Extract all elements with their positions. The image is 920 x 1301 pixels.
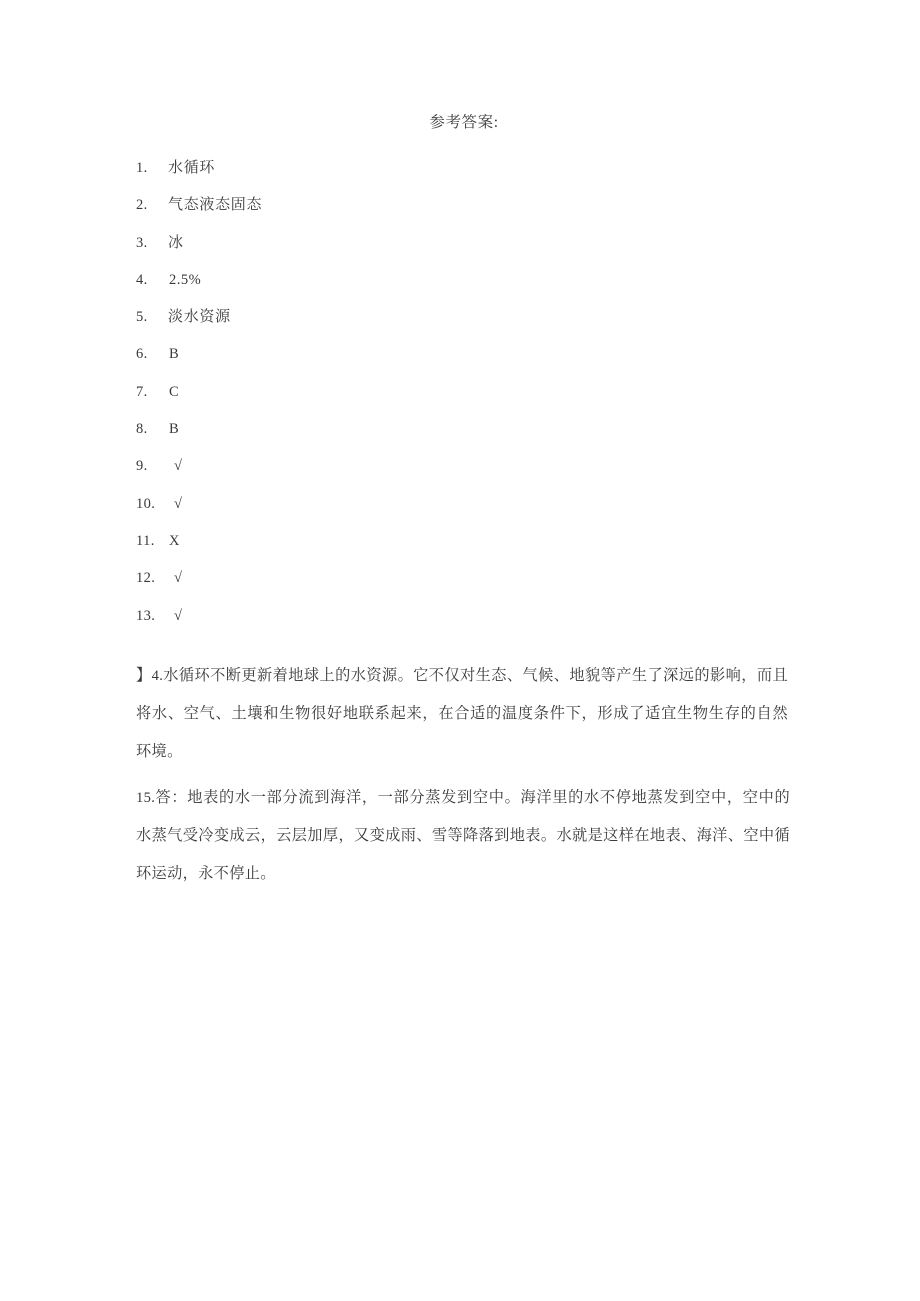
- list-item: [136, 448, 792, 485]
- list-item-number: 5.: [136, 309, 148, 326]
- list-item: [136, 187, 792, 224]
- document-content: [136, 104, 792, 893]
- list-item-answer: √: [174, 458, 183, 475]
- list-item: [136, 411, 792, 448]
- list-item: [136, 336, 792, 373]
- list-item-answer: C: [169, 383, 180, 400]
- list-item-answer: 2.5%: [169, 271, 202, 288]
- list-item-answer: √: [174, 570, 183, 587]
- list-item-answer: B: [169, 421, 180, 438]
- list-item-answer: 淡水资源: [168, 309, 231, 326]
- list-item-number: 4.: [136, 271, 148, 288]
- list-item-number: 7.: [136, 383, 148, 400]
- list-item-number: 2.: [136, 197, 148, 214]
- paragraph-lead-number: 15.: [136, 789, 156, 806]
- list-item: [136, 262, 792, 299]
- list-item: [136, 523, 792, 560]
- list-item-answer: 水循环: [168, 160, 216, 176]
- list-item-answer: X: [169, 532, 180, 549]
- list-item-number: 8.: [136, 421, 148, 438]
- list-item: [136, 150, 792, 187]
- paragraph-body-text: 水循环不断更新着地球上的水资源。它不仅对生态、气候、地貌等产生了深远的影响，而且将水、空气、土壤和生物很好地联系起来，在合适的温度条件下，形成了适宜生物生存的自然环境。: [136, 666, 788, 760]
- paragraph-lead-number: 4.: [151, 667, 164, 684]
- paragraph-body-text: 答：地表的水一部分流到海洋，一部分蒸发到空中。海洋里的水不停地蒸发到空中，空中的水蒸气受冷变成云，云层加厚，又变成雨、雪等降落到地表。水就是这样在地表、海洋、空中循环运动，永不停止。: [136, 788, 790, 882]
- page-title: 参考答案:: [429, 114, 499, 131]
- list-item: [136, 560, 792, 597]
- list-item-number: 9.: [136, 458, 148, 475]
- list-item: [136, 225, 792, 262]
- answer-list: [136, 150, 792, 635]
- list-item-answer: 冰: [168, 234, 184, 251]
- list-item-answer: B: [169, 346, 180, 363]
- list-item-number: 1.: [136, 160, 148, 176]
- list-item-answer: 气态液态固态: [168, 197, 263, 214]
- list-item-number: 12.: [136, 570, 156, 587]
- list-item-number: 10.: [136, 495, 156, 512]
- list-item-answer: √: [174, 607, 183, 624]
- list-item-answer: √: [174, 495, 183, 512]
- answer-paragraph-14: [136, 657, 788, 771]
- answer-paragraph-15: [136, 779, 790, 893]
- list-item: [136, 598, 792, 635]
- list-item-number: 13.: [136, 607, 156, 624]
- list-item: [136, 486, 792, 523]
- list-item: [136, 374, 792, 411]
- stray-bracket-glyph: 】: [136, 666, 152, 684]
- list-item-number: 3.: [136, 234, 148, 251]
- list-item-number: 11.: [136, 532, 155, 549]
- list-item: [136, 299, 792, 336]
- list-item-number: 6.: [136, 346, 148, 363]
